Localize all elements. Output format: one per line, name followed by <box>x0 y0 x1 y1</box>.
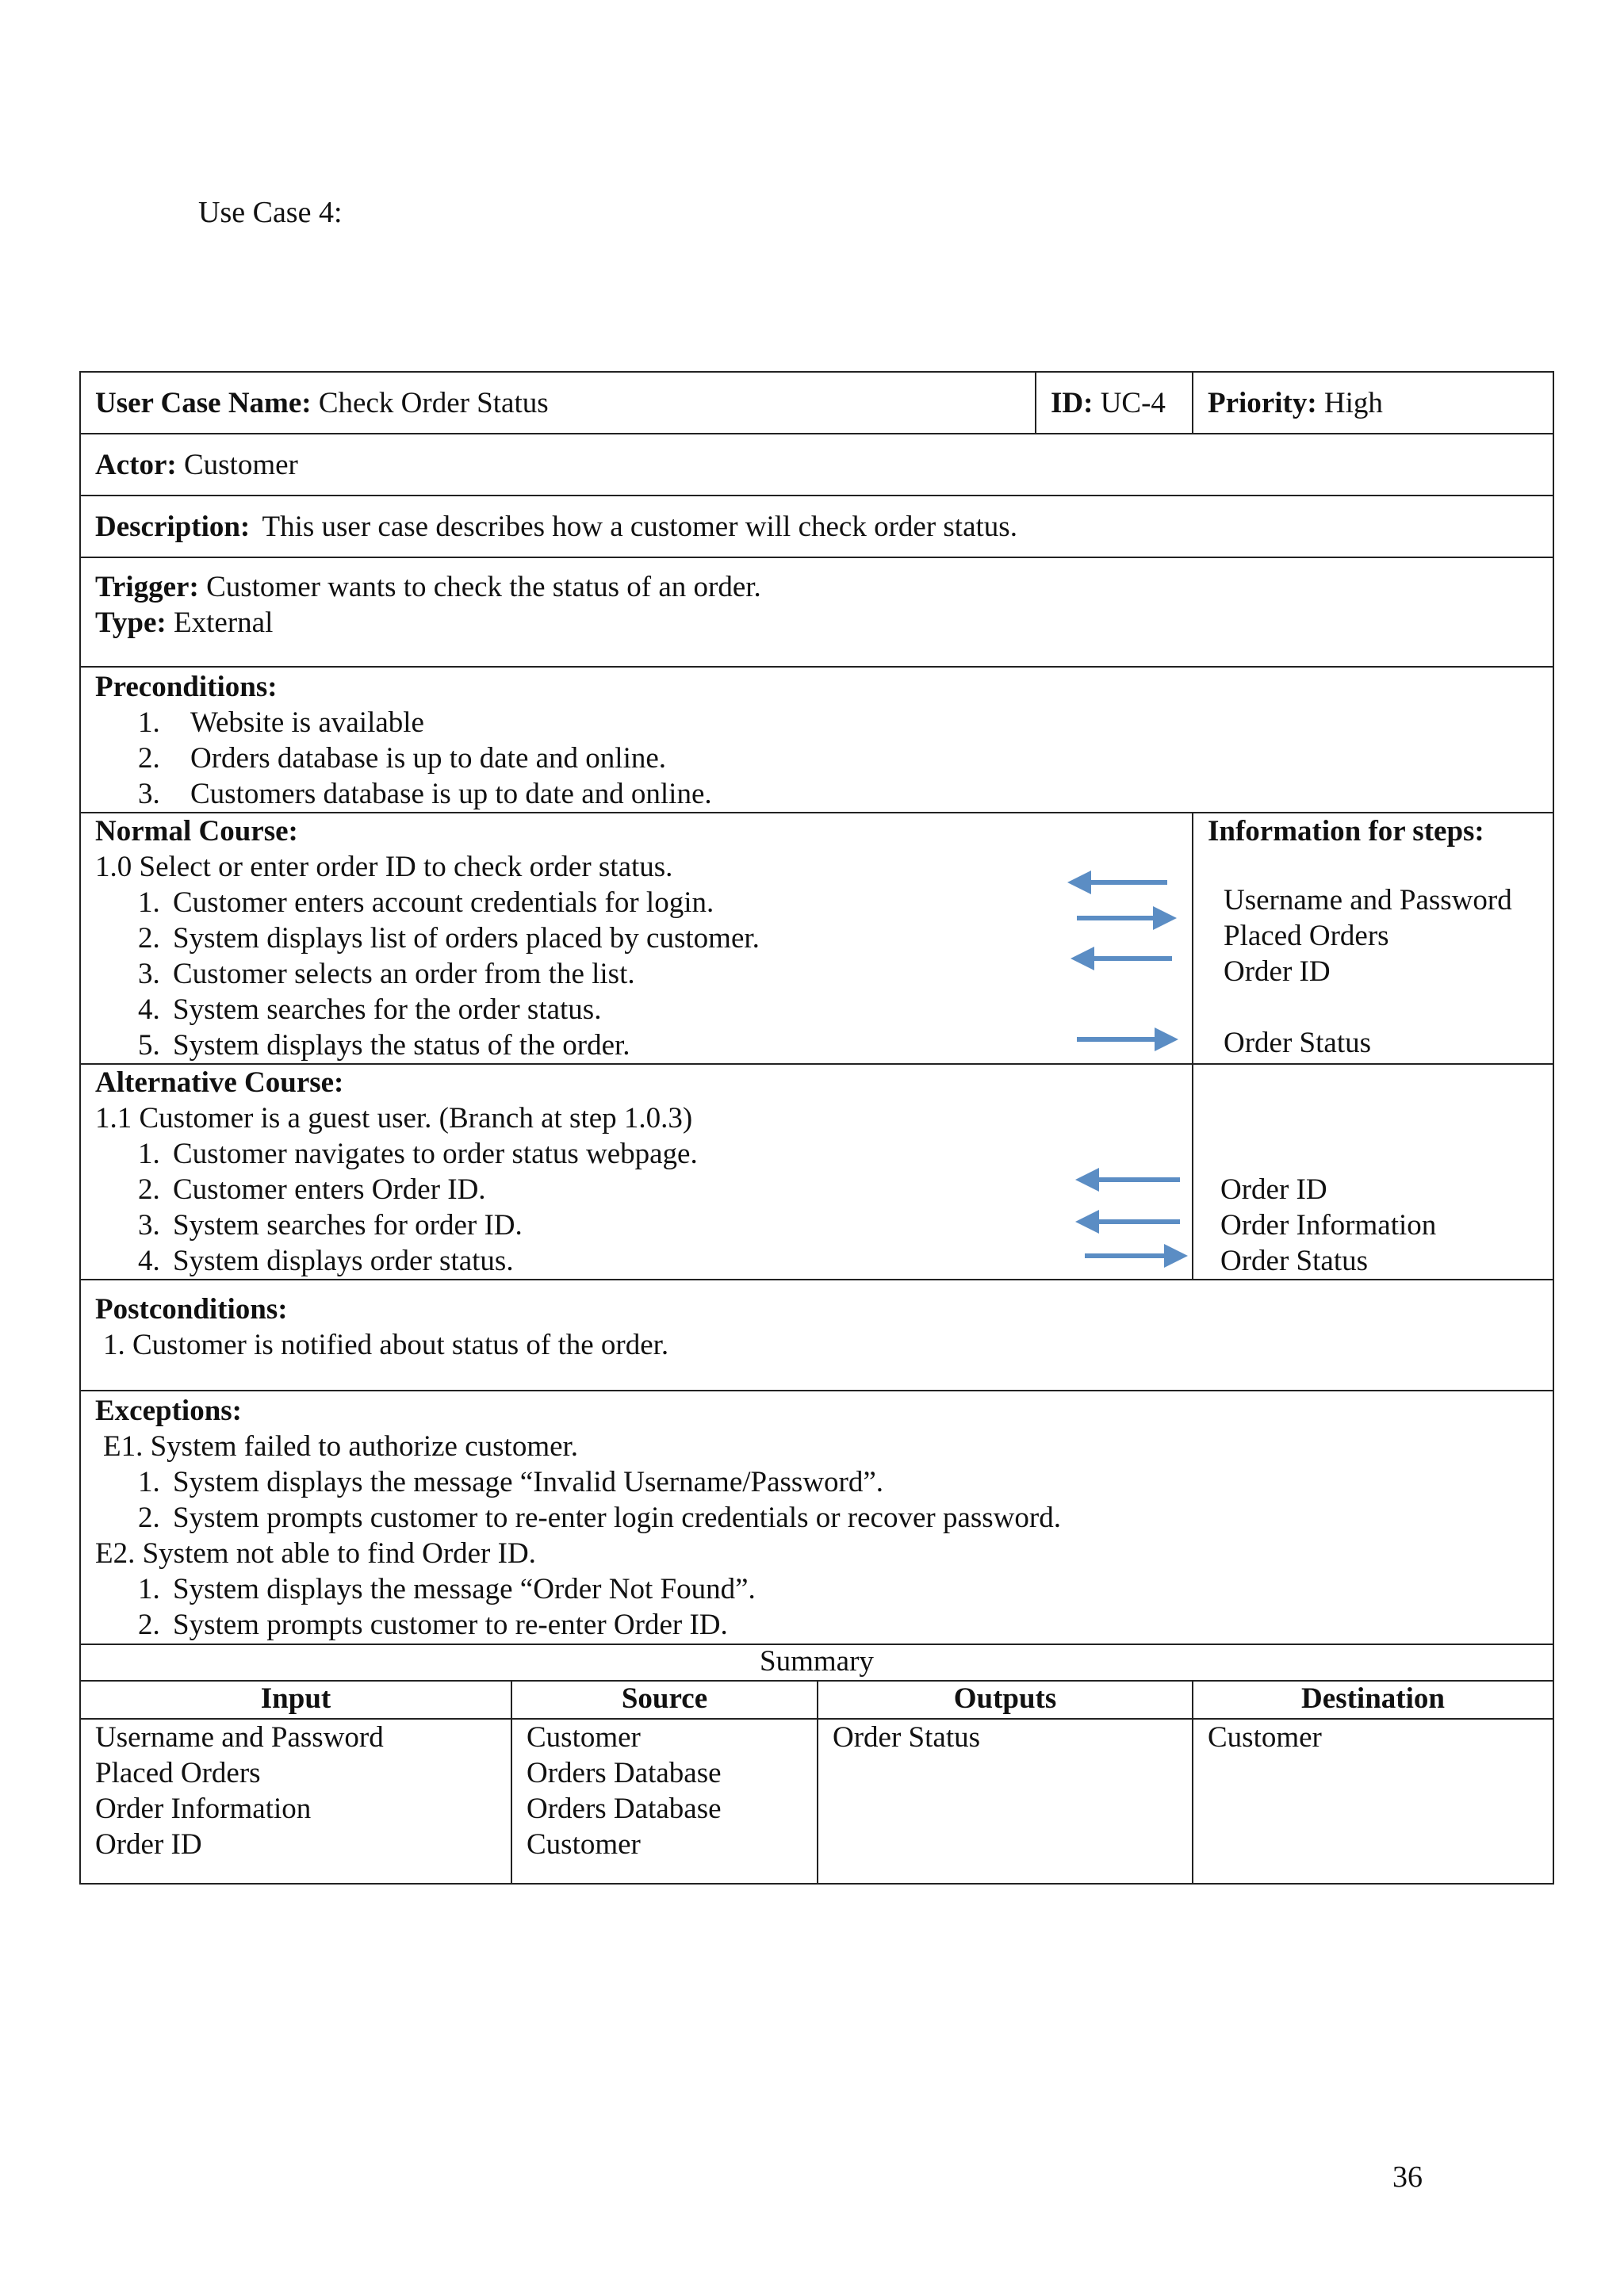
summary-inputs-cell <box>80 1719 511 1884</box>
priority-label: Priority: <box>1208 386 1317 419</box>
alternative-course-label: Alternative Course: <box>95 1066 344 1099</box>
list-item: 5. System displays the status of the order. <box>138 1029 630 1062</box>
page-number: 36 <box>1392 2160 1423 2194</box>
header-row <box>80 372 1553 434</box>
exception-e1: E1. System failed to authorize customer. <box>103 1430 579 1463</box>
actor-cell <box>80 434 1553 496</box>
alternative-course-row <box>80 1064 1553 1280</box>
list-item: 2. Customer enters Order ID. <box>138 1173 486 1206</box>
exceptions-cell <box>80 1391 1553 1644</box>
priority-cell <box>1193 372 1553 434</box>
preconditions-label: Preconditions: <box>95 671 278 703</box>
info-item: Order ID <box>1224 955 1331 988</box>
id-cell <box>1036 372 1193 434</box>
trigger-row <box>80 557 1553 667</box>
postconditions-cell <box>80 1280 1553 1391</box>
id-label: ID: <box>1051 386 1094 419</box>
summary-input: Order ID <box>95 1828 202 1861</box>
actor-label: Actor: <box>95 448 177 481</box>
info-item: Order Information <box>1220 1209 1437 1242</box>
info-steps-label: Information for steps: <box>1208 815 1484 848</box>
actor-value: Customer <box>183 448 298 481</box>
list-item: 2. System prompts customer to re-enter Order ID. <box>138 1609 728 1641</box>
list-item: 4. System searches for the order status. <box>138 993 602 1026</box>
list-item: 1. System displays the message “Invalid Username/Password”. <box>138 1466 884 1498</box>
list-item: 1. Customer enters account credentials for login. <box>138 886 714 919</box>
list-item: 3. System searches for order ID. <box>138 1209 523 1242</box>
list-item: 1. Customer navigates to order status webpage. <box>138 1138 698 1170</box>
summary-destinations-cell <box>1193 1719 1553 1884</box>
exceptions-label: Exceptions: <box>95 1395 242 1427</box>
summary-header-source: Source <box>511 1681 818 1719</box>
preconditions-row <box>80 667 1553 813</box>
summary-source: Customer <box>527 1828 641 1861</box>
list-item: 4. System displays order status. <box>138 1245 514 1277</box>
info-item: Placed Orders <box>1224 920 1389 952</box>
summary-header-outputs: Outputs <box>818 1681 1193 1719</box>
summary-outputs-cell <box>818 1719 1193 1884</box>
summary-header-row <box>80 1681 1553 1719</box>
alternative-course-cell <box>80 1064 1193 1280</box>
preconditions-cell <box>80 667 1553 813</box>
normal-course-label: Normal Course: <box>95 815 298 848</box>
postconditions-label: Postconditions: <box>95 1293 288 1326</box>
summary-source: Orders Database <box>527 1757 722 1789</box>
trigger-value: Customer wants to check the status of an order. <box>206 571 761 603</box>
info-item: Username and Password <box>1224 884 1512 916</box>
description-row <box>80 496 1553 557</box>
type-value: External <box>174 607 274 639</box>
info-item: Order ID <box>1220 1173 1327 1206</box>
summary-source: Orders Database <box>527 1793 722 1825</box>
list-item: 1. Customer is notified about status of the order. <box>103 1329 669 1361</box>
summary-source: Customer <box>527 1721 641 1754</box>
priority-value: High <box>1323 386 1383 419</box>
info-item: Order Status <box>1220 1245 1368 1277</box>
list-item: 1. Website is available <box>138 706 424 739</box>
description-label: Description: <box>95 510 251 543</box>
list-item: 2. System prompts customer to re-enter login credentials or recover password. <box>138 1502 1061 1534</box>
list-item: 3. Customers database is up to date and online. <box>138 778 712 810</box>
trigger-label: Trigger: <box>95 571 199 603</box>
list-item: 2. Orders database is up to date and online. <box>138 742 667 775</box>
alternative-course-intro: 1.1 Customer is a guest user. (Branch at step 1.0.3) <box>95 1102 693 1135</box>
use-case-name-cell <box>80 372 1036 434</box>
summary-destination: Customer <box>1208 1721 1322 1754</box>
list-item: 1. System displays the message “Order Not Found”. <box>138 1573 756 1605</box>
exception-e2: E2. System not able to find Order ID. <box>95 1537 536 1570</box>
summary-sources-cell <box>511 1719 818 1884</box>
summary-input: Username and Password <box>95 1721 384 1754</box>
summary-input: Placed Orders <box>95 1757 261 1789</box>
summary-title-row <box>80 1644 1553 1681</box>
normal-course-intro: 1.0 Select or enter order ID to check order status. <box>95 851 673 883</box>
actor-row <box>80 434 1553 496</box>
summary-input: Order Information <box>95 1793 312 1825</box>
normal-course-cell <box>80 813 1193 1064</box>
postconditions-row <box>80 1280 1553 1391</box>
type-label: Type: <box>95 607 167 639</box>
trigger-cell <box>80 557 1553 667</box>
summary-output: Order Status <box>833 1721 980 1754</box>
list-item: 2. System displays list of orders placed by customer. <box>138 922 760 955</box>
id-value: UC-4 <box>1100 386 1166 419</box>
normal-course-row <box>80 813 1553 1064</box>
info-item: Order Status <box>1224 1027 1371 1059</box>
summary-header-input: Input <box>80 1681 511 1719</box>
summary-title: Summary <box>80 1644 1553 1681</box>
use-case-table <box>79 371 1554 1885</box>
summary-header-destination: Destination <box>1193 1681 1553 1719</box>
use-case-name-value: Check Order Status <box>318 386 549 419</box>
description-value: This user case describes how a customer will check order status. <box>262 510 1017 543</box>
summary-body-row <box>80 1719 1553 1884</box>
info-steps-cell <box>1193 813 1553 1064</box>
use-case-name-label: User Case Name: <box>95 386 312 419</box>
list-item: 3. Customer selects an order from the list. <box>138 958 635 990</box>
exceptions-row <box>80 1391 1553 1644</box>
alt-info-cell <box>1193 1064 1553 1280</box>
page-heading: Use Case 4: <box>198 196 343 229</box>
description-cell <box>80 496 1553 557</box>
